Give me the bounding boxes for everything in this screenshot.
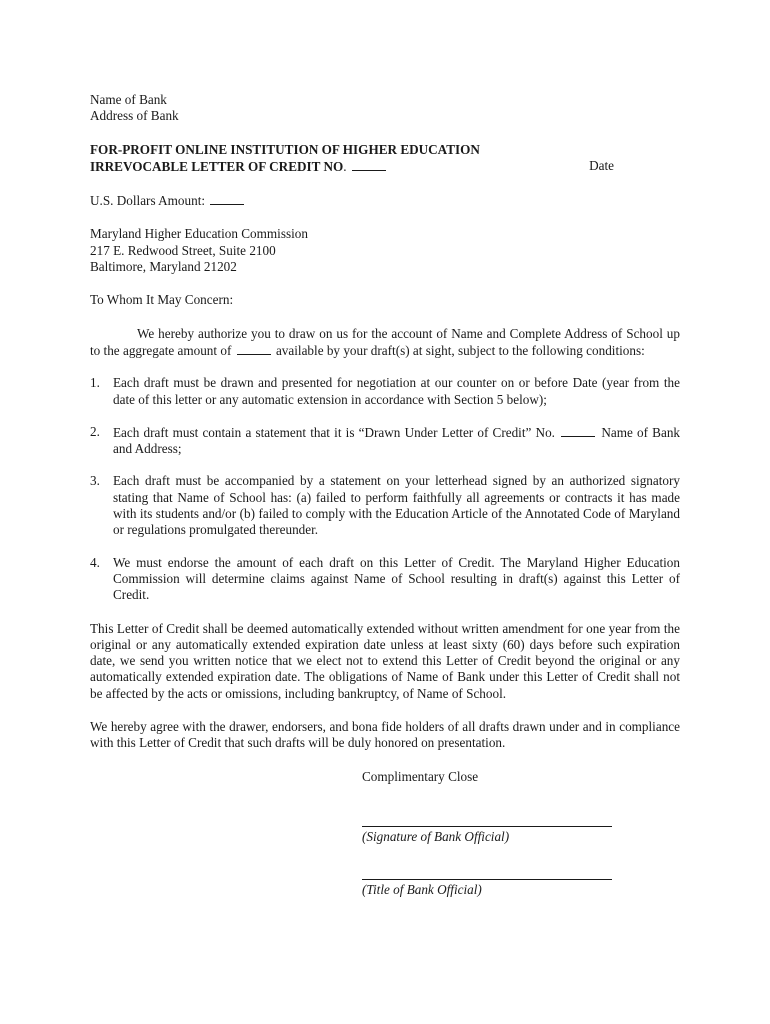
title-line — [362, 878, 612, 880]
intro-paragraph — [90, 326, 680, 360]
letter-of-credit-number-blank — [561, 424, 595, 437]
complimentary-close: Complimentary Close — [362, 768, 479, 784]
conditions-list — [90, 375, 680, 603]
condition-item — [90, 424, 680, 458]
signature-block — [362, 769, 680, 899]
condition-text-after: Name of Bank and Address; — [113, 424, 681, 457]
letter-page — [90, 92, 680, 899]
aggregate-amount-blank — [237, 342, 271, 355]
condition-text-before: Each draft must contain a statement that it is “Drawn Under Letter of Credit” No. — [113, 424, 555, 440]
condition-text: Each draft must be accompanied by a statement on your letterhead signed by an authorized signatory stating that Name of School has: (a) failed to perform faithfully all agreements or contracts it has made with its students and/or (b) failed to comply with the Education Article of the Annotated Code of Maryland or regulations promulgated thereunder. — [113, 473, 680, 538]
condition-item — [90, 375, 680, 408]
condition-item — [90, 473, 680, 538]
heading-line-2-period: . — [343, 158, 347, 174]
amount-line — [90, 192, 680, 209]
recipient-line-3: Baltimore, Maryland 21202 — [90, 259, 237, 275]
letter-number-blank — [352, 158, 386, 171]
heading-line-2-row — [90, 158, 680, 175]
recipient-line-1: Maryland Higher Education Commission — [90, 226, 308, 242]
bank-name: Name of Bank — [90, 92, 167, 107]
letter-heading — [90, 142, 680, 176]
signature-line — [362, 825, 612, 827]
date-label: Date — [589, 157, 614, 173]
bank-address: Address of Bank — [90, 108, 179, 124]
intro-text-before: We hereby authorize you to draw on us for the account of Name and Complete Address of School up to the aggregate amount of — [90, 325, 680, 358]
recipient-address — [90, 226, 680, 275]
agreement-paragraph: We hereby agree with the drawer, endorsers, and bona fide holders of all drafts drawn under and in compliance with this Letter of Credit that such drafts will be duly honored on presentation. — [90, 719, 680, 751]
signature-caption: (Signature of Bank Official) — [362, 828, 510, 844]
title-caption: (Title of Bank Official) — [362, 882, 482, 898]
recipient-line-2: 217 E. Redwood Street, Suite 2100 — [90, 242, 276, 258]
intro-text-after: available by your draft(s) at sight, subject to the following conditions: — [275, 342, 645, 358]
amount-blank — [210, 192, 244, 205]
condition-number: 3. — [90, 473, 100, 489]
extension-paragraph: This Letter of Credit shall be deemed automatically extended without written amendment for one year from the original or any automatically extended expiration date unless at least sixty (60) days before such expiration date, we send you written notice that we elect not to extend this Letter of Credit beyond the original or any automatically extended expiration date. The obligations of Name of Bank under this Letter of Credit shall not be affected by the acts or omissions, including bankruptcy, of Name of School. — [90, 620, 680, 701]
salutation: To Whom It May Concern: — [90, 292, 234, 308]
condition-text: We must endorse the amount of each draft on this Letter of Credit. The Maryland Higher Education Commission will determine claims against Name of School resulting in draft(s) against this Letter of Credit. — [113, 554, 680, 603]
heading-line-2: IRREVOCABLE LETTER OF CREDIT NO — [90, 158, 344, 174]
condition-number: 2. — [90, 423, 100, 439]
heading-line-1: FOR-PROFIT ONLINE INSTITUTION OF HIGHER EDUCATION — [90, 141, 480, 157]
amount-label: U.S. Dollars Amount: — [90, 193, 206, 209]
condition-number: 1. — [90, 375, 100, 391]
condition-text: Each draft must be drawn and presented for negotiation at our counter on or before Date (year from the date of this letter or any automatic extension in accordance with Section 5 below); — [113, 375, 680, 407]
condition-item — [90, 555, 680, 604]
condition-number: 4. — [90, 554, 100, 570]
